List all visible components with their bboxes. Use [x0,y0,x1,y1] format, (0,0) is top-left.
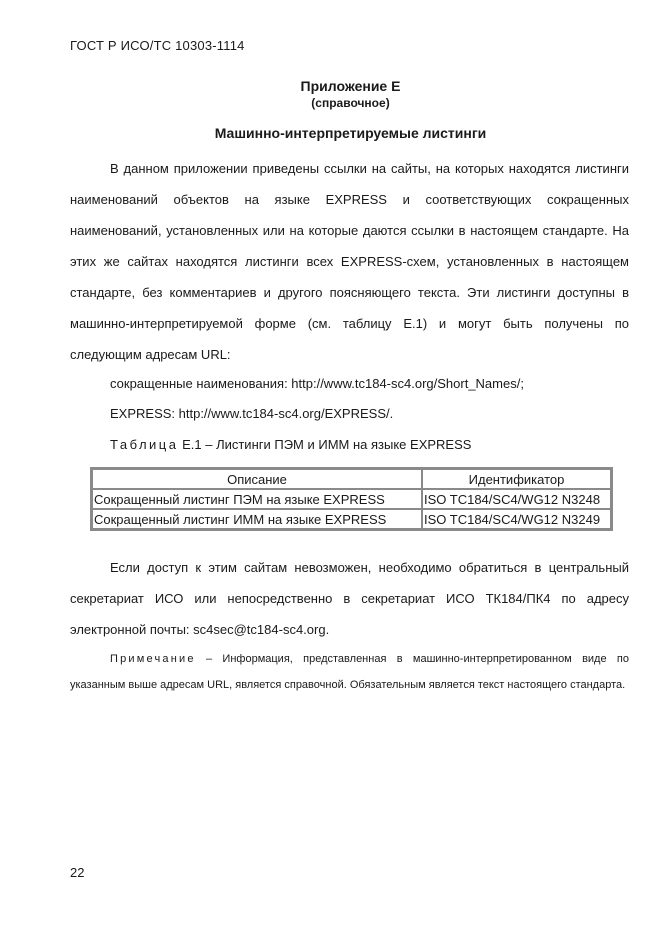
table-cell-identifier: ISO TC184/SC4/WG12 N3248 [422,489,611,509]
express-url-line: EXPRESS: http://www.tc184-sc4.org/EXPRESS/. [110,406,394,421]
section-title: Машинно-интерпретируемые листинги [214,125,487,141]
table-caption [110,437,471,452]
page-number: 22 [70,865,85,880]
table-cell-description: Сокращенный листинг ПЭМ на языке EXPRESS [92,489,422,509]
table-header-description: Описание [92,469,422,489]
appendix-title: Приложение Е [300,78,401,94]
table-header-row [92,469,611,489]
table-caption-text: Е.1 – Листинги ПЭМ и ИММ на языке EXPRESS [178,437,472,452]
table-cell-identifier: ISO TC184/SC4/WG12 N3249 [422,509,611,529]
appendix-subtitle: (справочное) [311,96,390,110]
short-names-url-line: сокращенные наименования: http://www.tc184-sc4.org/Short_Names/; [110,376,524,391]
table-row [92,489,611,509]
contact-paragraph: Если доступ к этим сайтам невозможен, необходимо обратиться в центральный секретариат ИСО или непосредственно в секретариат ИСО ТК184/ПК4 по адресу электронной почты: sc4sec@tc184-sc4.org. [70,560,629,637]
note [70,646,629,698]
intro-paragraph: В данном приложении приведены ссылки на сайты, на которых находятся листинги наименований объектов на языке EXPRESS и соответствующих сокращенных наименований, установленных или на которые даются ссылки в настоящем стандарте. На этих же сайтах находятся листинги всех EXPRESS-схем, установленных в настоящем стандарте, без комментариев и другого поясняющего текста. Эти листинги доступны в машинно-интерпретируемой форме (см. таблицу Е.1) и могут быть получены по следующим адресам URL: [70,161,629,362]
table-row [92,509,611,529]
table-header-identifier: Идентификатор [422,469,611,489]
note-text: – Информация, представленная в машинно-интерпретированном виде по указанным выше адресам URL, является справочной. Обязательным является текст настоящего стандарта. [70,653,629,691]
document-header: ГОСТ Р ИСО/ТС 10303-1114 [70,38,245,53]
listings-table [90,467,613,531]
note-label: Примечание [110,653,196,665]
table-caption-label: Таблица [110,437,179,452]
table-cell-description: Сокращенный листинг ИММ на языке EXPRESS [92,509,422,529]
